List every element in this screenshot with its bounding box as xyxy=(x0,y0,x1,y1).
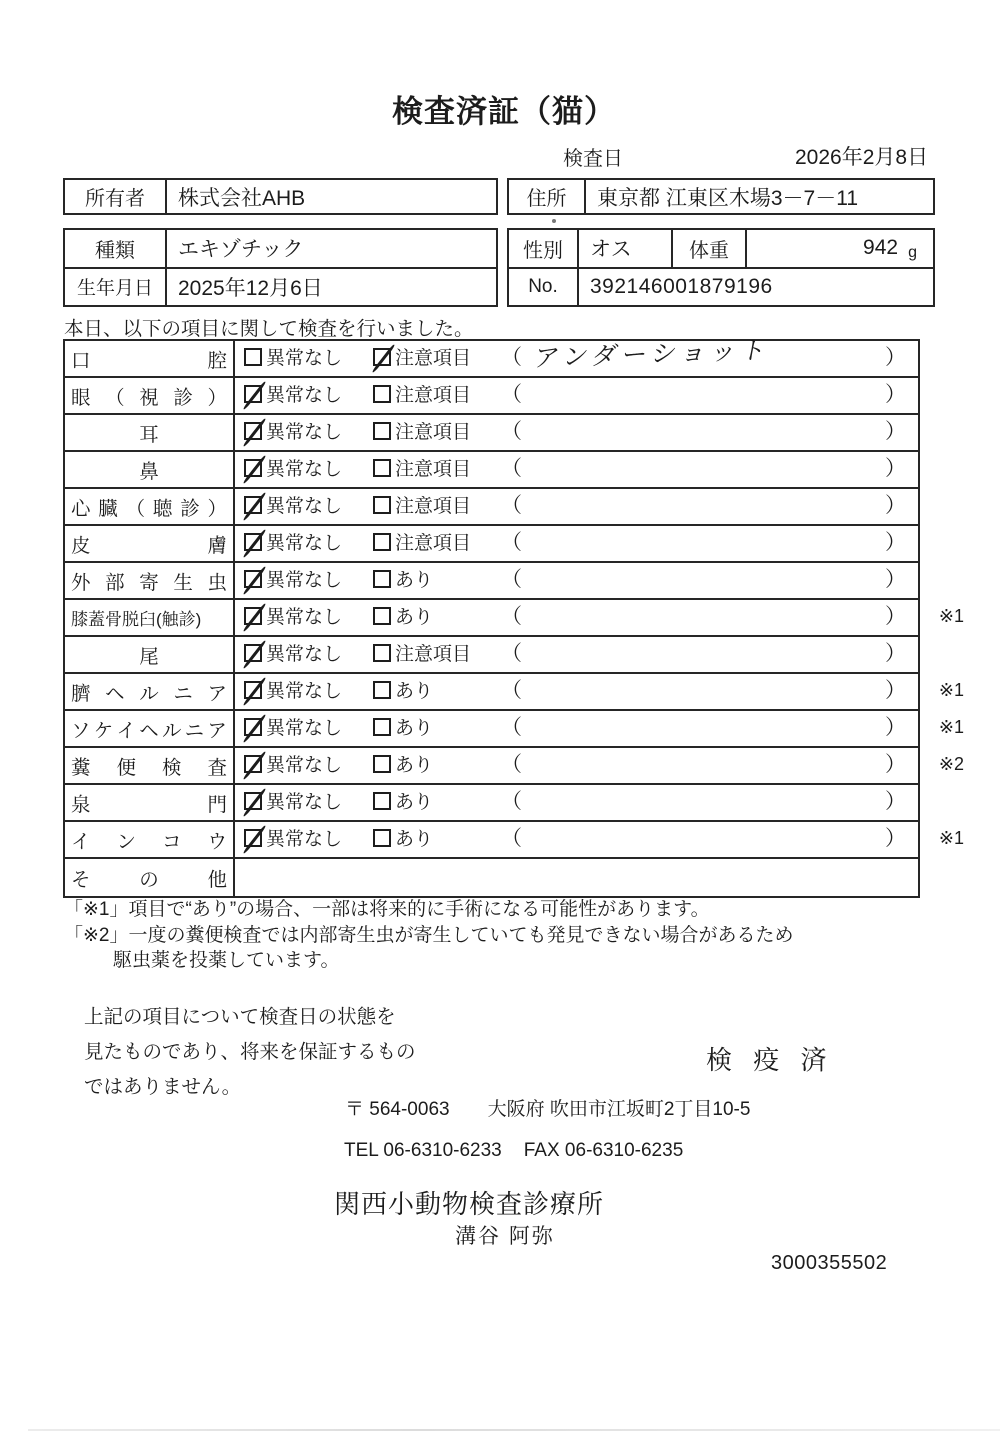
paren-close: ） xyxy=(885,568,906,591)
checkbox-normal xyxy=(244,570,262,588)
checkbox-present xyxy=(373,607,391,625)
handwritten-check-mark xyxy=(243,418,267,447)
item-label: 膝蓋骨脱臼(触診) xyxy=(65,600,235,635)
paren-open: （ xyxy=(501,531,522,554)
checkbox-caution xyxy=(373,533,391,551)
weight-unit: g xyxy=(908,243,917,261)
checkbox-normal xyxy=(244,533,262,551)
checkbox-normal-label: 異常なし xyxy=(266,570,343,591)
checkbox-normal-label: 異常なし xyxy=(266,496,343,517)
intro-text: 本日、以下の項目に関して検査を行いました。 xyxy=(64,318,474,340)
paren-open: （ xyxy=(501,568,522,591)
checkbox-present xyxy=(373,755,391,773)
disclaimer-line-2: 見たものであり、将来を保証するもの xyxy=(84,1041,416,1063)
item-label: そ の 他 xyxy=(65,859,235,896)
checkbox-present xyxy=(373,681,391,699)
disclaimer-line-1: 上記の項目について検査日の状態を xyxy=(84,1006,396,1028)
footnote-1: 「※1」項目で“あり”の場合、一部は将来的に手術になる可能性があります。 xyxy=(64,899,710,920)
checkbox-normal-label: 異常なし xyxy=(266,755,343,776)
checkbox-normal-label: 異常なし xyxy=(266,718,343,739)
footnote-marker: ※1 xyxy=(938,828,964,848)
handwritten-check-mark xyxy=(243,825,267,854)
item-label: 口 腔 xyxy=(65,341,235,376)
handwritten-finding: アンダーショット xyxy=(531,336,774,373)
paren-close: ） xyxy=(885,679,906,702)
sex-value: オス xyxy=(579,230,673,267)
clinic-postal-address xyxy=(345,1094,750,1121)
handwritten-check-mark xyxy=(243,566,267,595)
checkbox-present-label: あり xyxy=(395,607,434,628)
paren-open: （ xyxy=(501,346,522,369)
owner-label: 所有者 xyxy=(63,178,167,215)
scan-artifact-dot xyxy=(552,219,556,223)
paren-close: ） xyxy=(885,790,906,813)
serial-number: 3000355502 xyxy=(771,1252,888,1274)
checkbox-present-label: あり xyxy=(395,681,434,702)
clinic-tel: TEL 06-6310-6233 xyxy=(344,1140,502,1161)
checkbox-normal-label: 異常なし xyxy=(266,348,343,369)
checkbox-normal xyxy=(244,829,262,847)
checkbox-normal xyxy=(244,644,262,662)
checkbox-present-label: あり xyxy=(395,570,434,591)
checkbox-caution xyxy=(373,496,391,514)
scan-artifact-bottom-edge xyxy=(28,1429,1000,1431)
item-label: イ ン コ ウ xyxy=(65,822,235,857)
paren-open: （ xyxy=(501,716,522,739)
paren-close: ） xyxy=(885,716,906,739)
handwritten-check-mark xyxy=(243,603,267,632)
handwritten-check-mark xyxy=(243,677,267,706)
handwritten-check-mark xyxy=(243,788,267,817)
sex-label: 性別 xyxy=(509,230,579,267)
address-label: 住所 xyxy=(507,178,586,215)
checkbox-present-label: あり xyxy=(395,792,434,813)
disclaimer xyxy=(84,1000,416,1105)
animal-info-right xyxy=(507,228,935,307)
clinic-fax: FAX 06-6310-6235 xyxy=(523,1140,684,1161)
checkbox-caution xyxy=(373,422,391,440)
clinic-name: 関西小動物検査診療所 xyxy=(334,1189,605,1219)
handwritten-check-mark xyxy=(243,529,267,558)
handwritten-check-mark xyxy=(243,714,267,743)
checkbox-normal-label: 異常なし xyxy=(266,385,343,406)
footnote-marker: ※1 xyxy=(938,717,964,737)
breed-value: エキゾチック xyxy=(178,238,304,262)
paren-open: （ xyxy=(501,420,522,443)
exam-date-label: 検査日 xyxy=(563,148,623,170)
paren-close: ） xyxy=(885,827,906,850)
checkbox-normal xyxy=(244,607,262,625)
checkbox-normal-label: 異常なし xyxy=(266,607,343,628)
postal-code: 〒 564-0063 xyxy=(345,1099,450,1120)
item-label: 耳 xyxy=(65,415,235,450)
checkbox-caution xyxy=(373,459,391,477)
paren-open: （ xyxy=(501,642,522,665)
owner-name: 株式会社AHB xyxy=(167,178,498,215)
other-empty-cell xyxy=(235,859,918,896)
checkbox-caution-label: 注意項目 xyxy=(395,644,472,665)
no-label: No. xyxy=(509,269,579,306)
birth-label: 生年月日 xyxy=(65,269,167,306)
paren-close: ） xyxy=(885,457,906,480)
item-label: 眼 （ 視 診 ） xyxy=(65,378,235,413)
breed-label: 種類 xyxy=(65,230,167,267)
checkbox-normal xyxy=(244,459,262,477)
paren-open: （ xyxy=(501,605,522,628)
paren-open: （ xyxy=(501,790,522,813)
checkbox-normal-label: 異常なし xyxy=(266,792,343,813)
footnote-2-continued: 駆虫薬を投薬しています。 xyxy=(113,950,340,971)
checkbox-normal xyxy=(244,348,262,366)
inspection-row-other xyxy=(65,859,918,896)
animal-info-left xyxy=(63,228,498,307)
checkbox-normal xyxy=(244,385,262,403)
no-value: 392146001879196 xyxy=(590,274,773,298)
clinic-address: 大阪府 吹田市江坂町2丁目10-5 xyxy=(487,1099,751,1120)
footnotes xyxy=(64,897,794,974)
handwritten-check-mark xyxy=(243,492,267,521)
paren-close: ） xyxy=(885,753,906,776)
quarantine-stamp: 検 疫 済 xyxy=(706,1045,834,1075)
handwritten-check-mark xyxy=(243,751,267,780)
item-label: 泉 門 xyxy=(65,785,235,820)
paren-close: ） xyxy=(885,605,906,628)
checkbox-present xyxy=(373,718,391,736)
checkbox-caution-label: 注意項目 xyxy=(395,385,472,406)
weight-label: 体重 xyxy=(673,230,747,267)
paren-close: ） xyxy=(885,346,906,369)
checkbox-normal xyxy=(244,792,262,810)
checkbox-present-label: あり xyxy=(395,755,434,776)
paren-open: （ xyxy=(501,494,522,517)
paren-close: ） xyxy=(885,494,906,517)
exam-date-value: 2026年2月8日 xyxy=(795,146,929,169)
owner-address: 東京都 江東区木場3－7－11 xyxy=(586,178,935,215)
item-label: 鼻 xyxy=(65,452,235,487)
checkbox-present xyxy=(373,792,391,810)
checkbox-normal-label: 異常なし xyxy=(266,644,343,665)
checkbox-normal xyxy=(244,718,262,736)
inspection-table xyxy=(63,336,964,898)
checkbox-caution-label: 注意項目 xyxy=(395,422,472,443)
owner-address-box xyxy=(63,178,935,215)
paren-open: （ xyxy=(501,827,522,850)
handwritten-check-mark xyxy=(243,640,267,669)
paren-close: ） xyxy=(885,420,906,443)
animal-info-box xyxy=(63,228,935,307)
footnote-2: 「※2」一度の糞便検査では内部寄生虫が寄生していても発見できない場合があるため xyxy=(64,924,794,946)
checkbox-normal xyxy=(244,496,262,514)
clinic-tel-fax xyxy=(344,1140,683,1162)
item-label: 糞 便 検 査 xyxy=(65,748,235,783)
item-label: 皮 膚 xyxy=(65,526,235,561)
checkbox-caution xyxy=(373,385,391,403)
checkbox-present xyxy=(373,570,391,588)
checkbox-present-label: あり xyxy=(395,829,434,850)
item-label: 外 部 寄 生 虫 xyxy=(65,563,235,598)
checkbox-normal xyxy=(244,422,262,440)
examiner-name: 溝谷 阿弥 xyxy=(455,1225,555,1248)
page-title: 検査済証（猫） xyxy=(392,94,616,129)
paren-open: （ xyxy=(501,753,522,776)
checkbox-caution xyxy=(373,348,391,366)
box-gap xyxy=(498,228,507,307)
checkbox-present xyxy=(373,829,391,847)
item-label: 臍 ヘ ル ニ ア xyxy=(65,674,235,709)
checkbox-normal-label: 異常なし xyxy=(266,422,343,443)
birth-value: 2025年12月6日 xyxy=(178,276,323,300)
item-label: 心 臓 （ 聴 診 ） xyxy=(65,489,235,524)
checkbox-normal xyxy=(244,681,262,699)
item-label: 尾 xyxy=(65,637,235,672)
checkbox-present-label: あり xyxy=(395,718,434,739)
paren-close: ） xyxy=(885,531,906,554)
footnote-marker: ※1 xyxy=(938,680,964,700)
item-label: ソ ケ イ ヘ ル ニ ア xyxy=(65,711,235,746)
paren-open: （ xyxy=(501,457,522,480)
paren-open: （ xyxy=(501,383,522,406)
weight-value: 942 xyxy=(863,236,899,260)
checkbox-caution xyxy=(373,644,391,662)
inspection-row-inkou xyxy=(65,822,964,859)
checkbox-caution-label: 注意項目 xyxy=(395,496,472,517)
handwritten-check-mark xyxy=(372,344,396,373)
paren-open: （ xyxy=(501,679,522,702)
checkbox-normal-label: 異常なし xyxy=(266,829,343,850)
checkbox-caution-label: 注意項目 xyxy=(395,348,472,369)
checkbox-normal-label: 異常なし xyxy=(266,459,343,480)
paren-close: ） xyxy=(885,642,906,665)
handwritten-check-mark xyxy=(243,455,267,484)
footnote-marker: ※2 xyxy=(938,754,964,774)
disclaimer-line-3: ではありません。 xyxy=(84,1076,242,1098)
checkbox-normal-label: 異常なし xyxy=(266,533,343,554)
checkbox-caution-label: 注意項目 xyxy=(395,533,472,554)
paren-close: ） xyxy=(885,383,906,406)
checkbox-normal-label: 異常なし xyxy=(266,681,343,702)
checkbox-normal xyxy=(244,755,262,773)
box-gap xyxy=(498,178,507,215)
footnote-marker: ※1 xyxy=(938,606,964,626)
checkbox-caution-label: 注意項目 xyxy=(395,459,472,480)
handwritten-check-mark xyxy=(243,381,267,410)
